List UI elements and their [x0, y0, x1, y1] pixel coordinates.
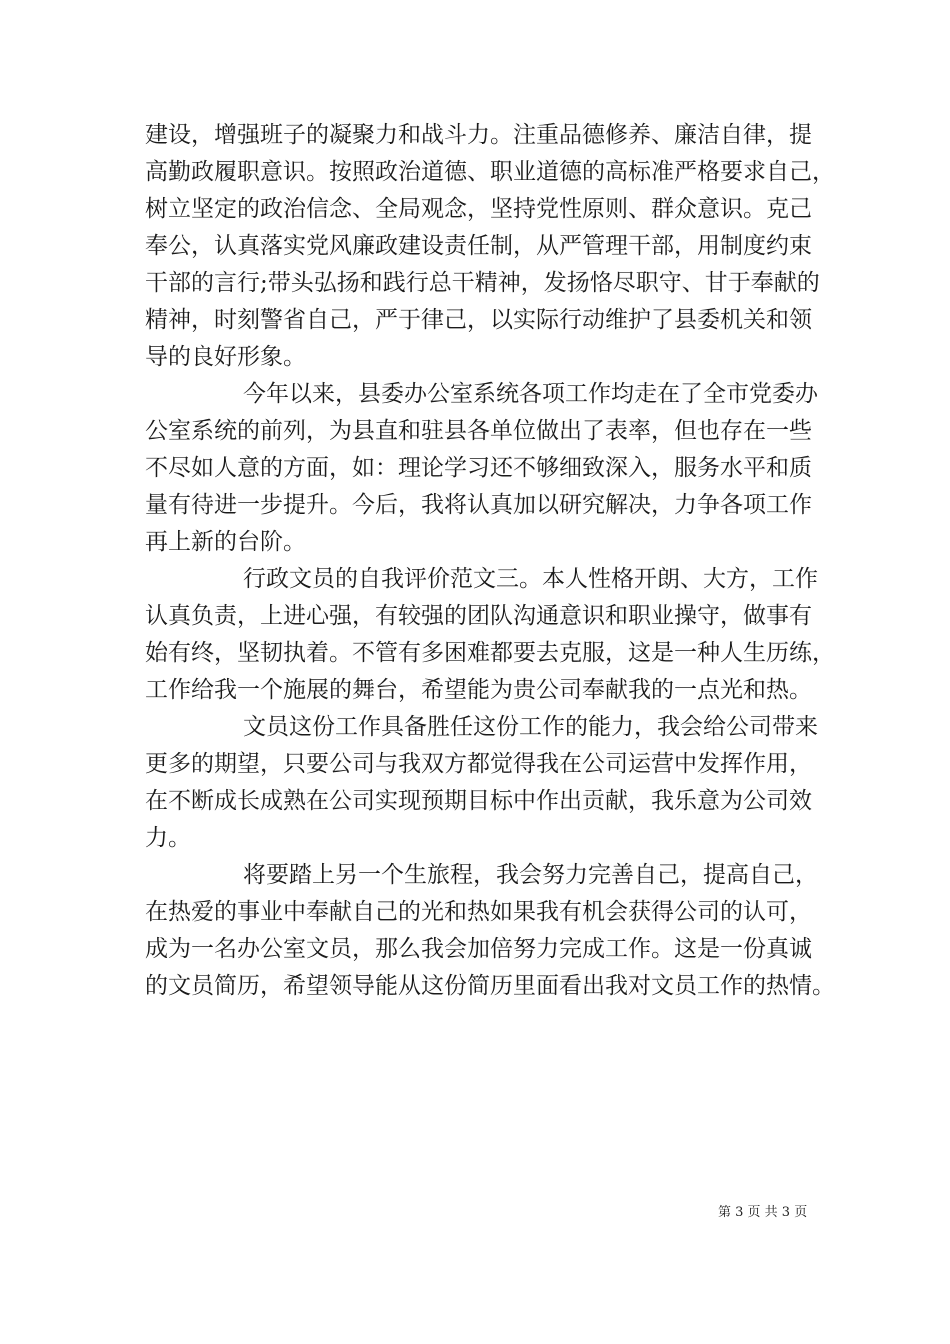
text-line: 干部的言行;带头弘扬和践行总干精神，发扬恪尽职守、甘于奉献的	[145, 270, 820, 296]
text-line: 的文员简历，希望领导能从这份简历里面看出我对文员工作的热情。	[145, 973, 835, 999]
paragraph-5	[145, 857, 835, 1005]
text-line: 在热爱的事业中奉献自己的光和热如果我有机会获得公司的认可，	[145, 899, 812, 925]
text-line: 树立坚定的政治信念、全局观念，坚持党性原则、群众意识。克己	[145, 196, 812, 222]
paragraph-4	[145, 709, 818, 857]
document-body	[145, 117, 835, 1005]
text-line: 工作给我一个施展的舞台，希望能为贵公司奉献我的一点光和热。	[145, 677, 812, 703]
text-line: 公室系统的前列，为县直和驻县各单位做出了表率，但也存在一些	[145, 418, 812, 444]
text-line: 不尽如人意的方面，如：理论学习还不够细致深入，服务水平和质	[145, 455, 812, 481]
text-line: 建设，增强班子的凝聚力和战斗力。注重品德修养、廉洁自律，提	[145, 122, 812, 148]
text-line: 力。	[145, 825, 191, 851]
text-line: 导的良好形象。	[145, 344, 306, 370]
text-line: 精神，时刻警省自己，严于律己，以实际行动维护了县委机关和领	[145, 307, 812, 333]
text-line: 今年以来，县委办公室系统各项工作均走在了全市党委办	[243, 381, 818, 407]
text-line: 在不断成长成熟在公司实现预期目标中作出贡献，我乐意为公司效	[145, 788, 812, 814]
text-line: 量有待进一步提升。今后，我将认真加以研究解决，力争各项工作	[145, 492, 812, 518]
text-line: 更多的期望，只要公司与我双方都觉得我在公司运营中发挥作用，	[145, 751, 812, 777]
paragraph-2	[145, 376, 818, 561]
text-line: 文员这份工作具备胜任这份工作的能力，我会给公司带来	[243, 714, 818, 740]
text-line: 行政文员的自我评价范文三。本人性格开朗、大方，工作	[243, 566, 818, 592]
text-line: 高勤政履职意识。按照政治道德、职业道德的高标准严格要求自己，	[145, 159, 835, 185]
text-line: 将要踏上另一个生旅程，我会努力完善自己，提高自己，	[243, 862, 818, 888]
text-line: 奉公，认真落实党风廉政建设责任制，从严管理干部，用制度约束	[145, 233, 812, 259]
page-number: 第 3 页 共 3 页	[718, 1205, 808, 1220]
text-line: 成为一名办公室文员，那么我会加倍努力完成工作。这是一份真诚	[145, 936, 812, 962]
text-line: 始有终，坚韧执着。不管有多困难都要去克服，这是一种人生历练，	[145, 640, 835, 666]
text-line: 认真负责，上进心强，有较强的团队沟通意识和职业操守，做事有	[145, 603, 812, 629]
text-line: 再上新的台阶。	[145, 529, 306, 555]
paragraph-1	[145, 117, 835, 376]
paragraph-3	[145, 561, 835, 709]
